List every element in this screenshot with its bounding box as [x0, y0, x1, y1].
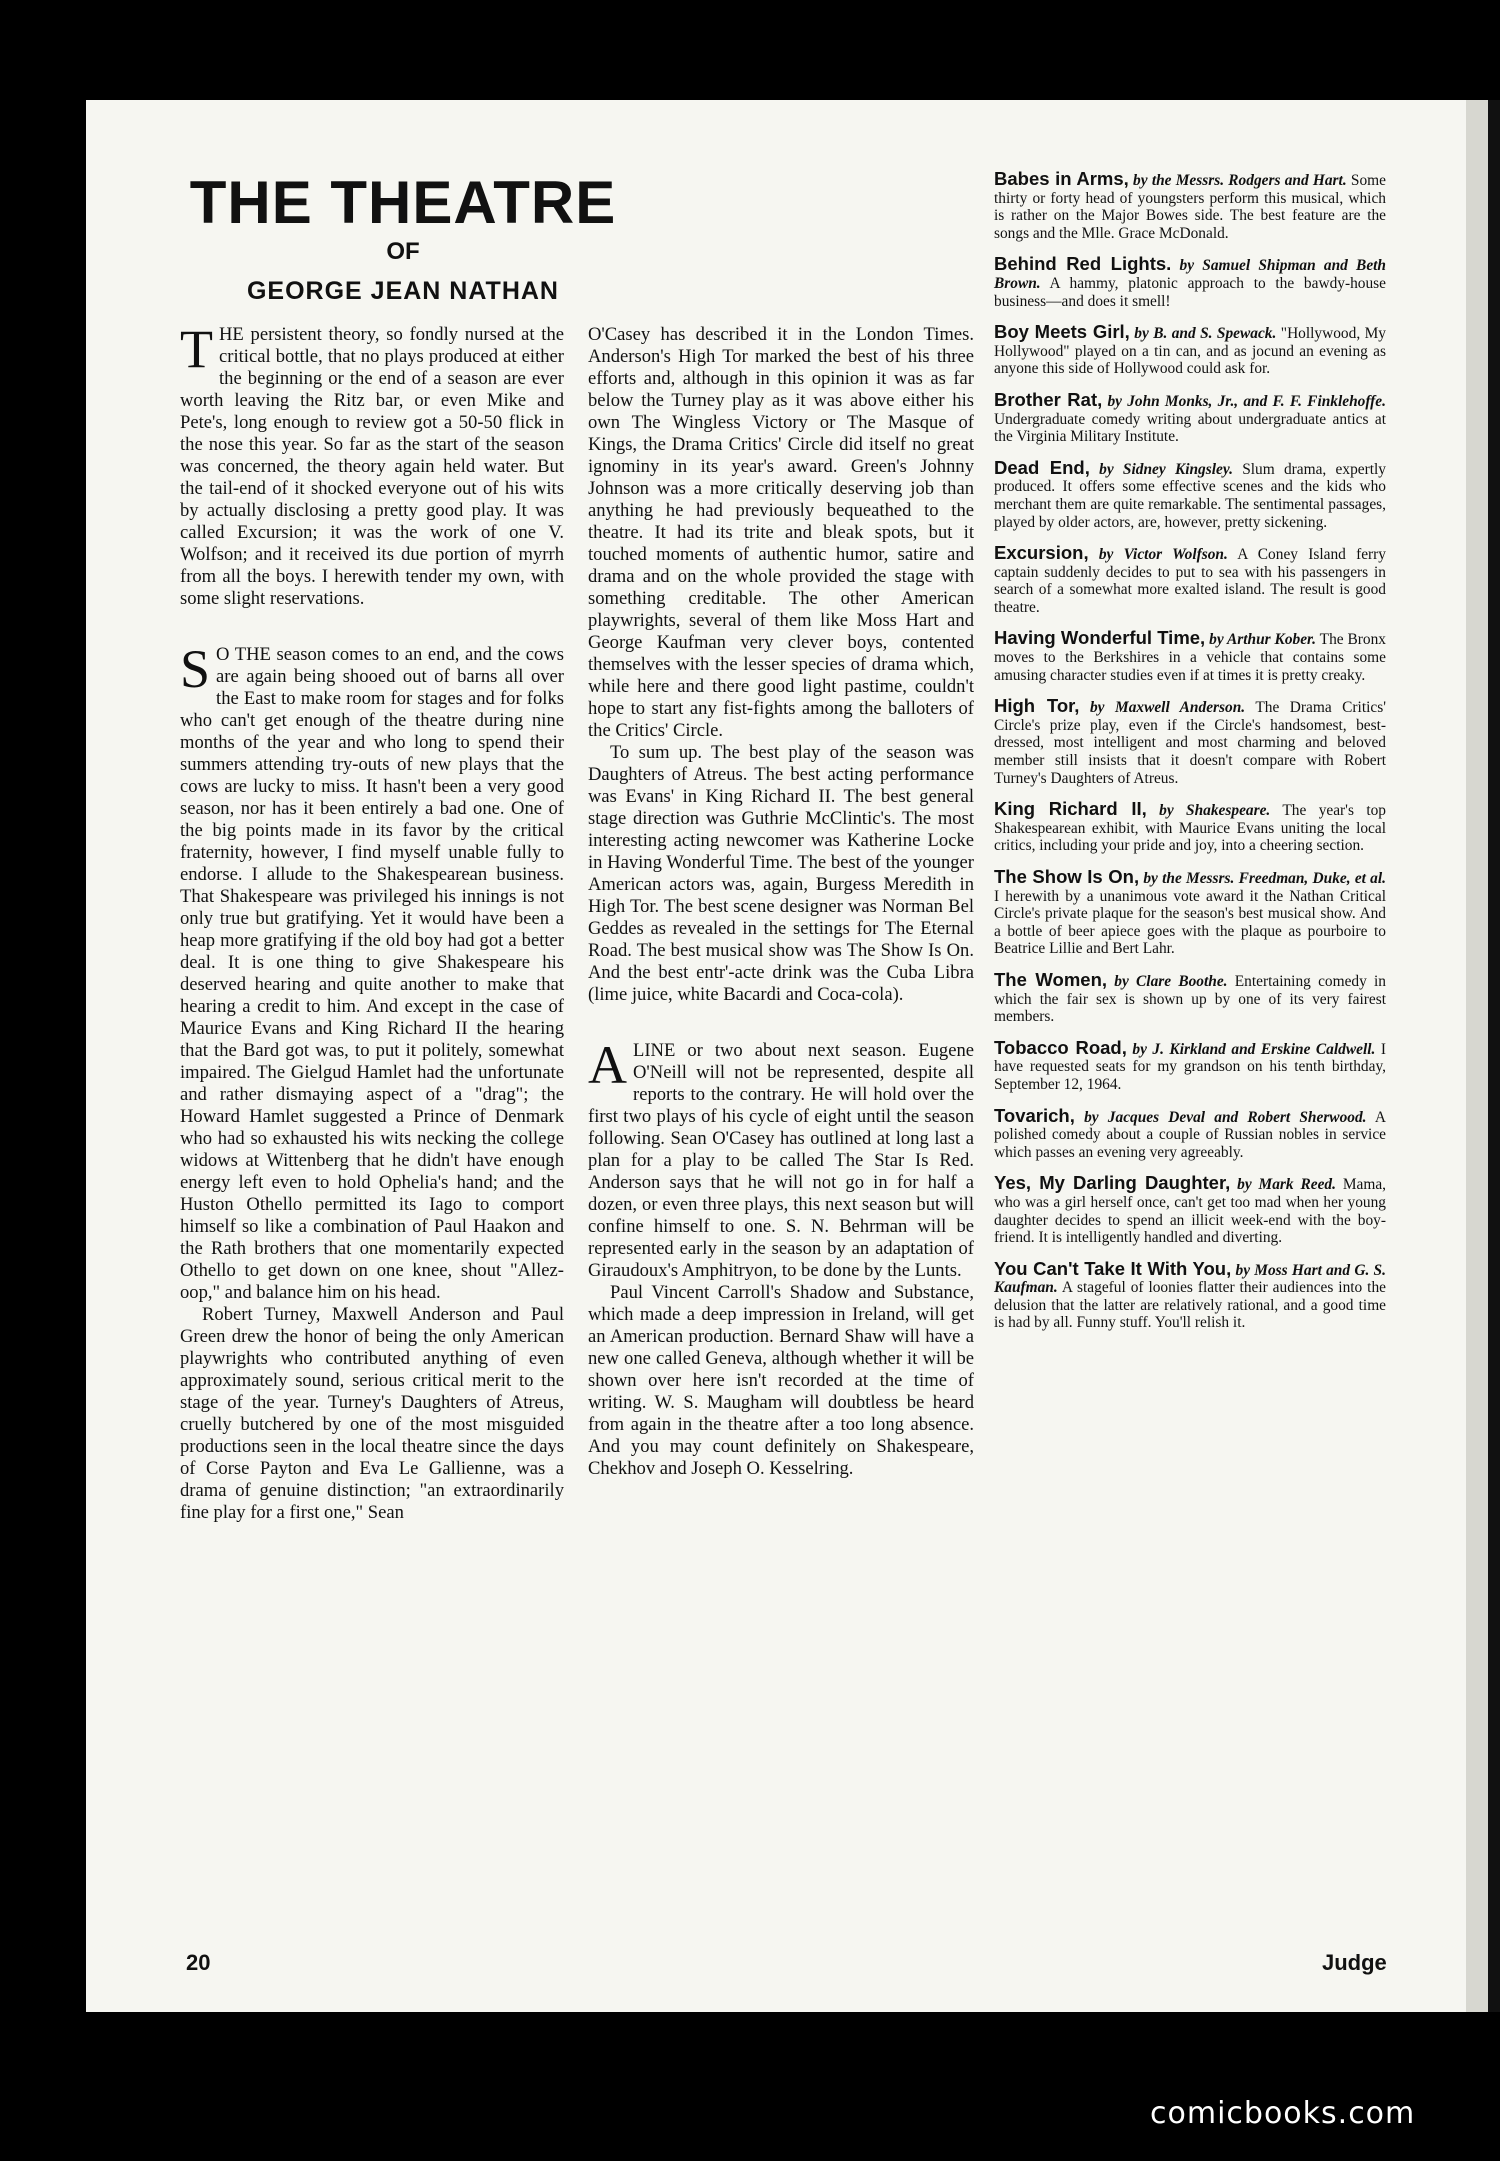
- review-entry: [994, 697, 1386, 787]
- review-credit: by Clare Boothe.: [1114, 972, 1228, 990]
- article-byline: GEORGE JEAN NATHAN: [246, 277, 559, 305]
- review-text: Undergraduate comedy writing about undergraduate antics at the Virginia Military Institute.: [994, 410, 1386, 446]
- paragraph-text: LINE or two about next season. Eugene O'Neill will not be represented, despite all reports to the contrary. He will hold over the first two plays of his cycle of eight until the season following. Sean O'Casey has outlined at long last a plan for a play to be called The Star Is Red. Anderson says that he will not go in for half a dozen, or even three plays, this next season but will confine himself to one. S. N. Behrman will be represented early in the season by an adaptation of Giraudoux's Amphitryon, to be done by the Lunts.: [588, 1040, 974, 1281]
- review-text: "Hollywood, My Hollywood" played on a tin can, and as jocund an evening as anyone this side of Hollywood could ask for.: [994, 325, 1386, 378]
- review-text: A polished comedy about a couple of Russian nobles in service which passes an evening very agreeably.: [994, 1108, 1386, 1161]
- review-credit: by Shakespeare.: [1159, 802, 1271, 820]
- review-entry: [994, 1174, 1386, 1246]
- article-of: OF: [386, 238, 420, 265]
- review-entry: [994, 629, 1386, 684]
- review-entry: [994, 1257, 1386, 1332]
- binding-edge: [1488, 100, 1500, 2012]
- reviews-column: [994, 170, 1386, 1345]
- review-text: A Coney Island ferry captain suddenly decides to put to sea with his passengers in search of a somewhat more exalted island. The result is good theatre.: [994, 546, 1386, 616]
- review-text: I herewith by a unanimous vote award it the Nathan Critical Circle's private plaque for the season's best musical show. And a bottle of beer apiece goes with the plaque as pourboire to Beatrice Lillie and Bert Lahr.: [994, 887, 1386, 958]
- paragraph: [588, 324, 974, 742]
- review-entry: [994, 968, 1387, 1026]
- review-title: Having Wonderful Time,: [994, 627, 1206, 649]
- review-entry: [994, 388, 1386, 446]
- review-text: The year's top Shakespearean exhibit, with Maurice Evans uniting the local critics, including your pride and joy, into a cheering section.: [994, 802, 1386, 855]
- review-text: A stageful of loonies flatter their audiences into the delusion that the latter are relatively rational, and a good time is had by all. Funny stuff. You'll relish it.: [994, 1279, 1386, 1332]
- review-title: Tobacco Road,: [994, 1036, 1127, 1058]
- review-credit: by Sidney Kingsley.: [1099, 460, 1233, 478]
- paragraph: [180, 319, 564, 610]
- review-title: Excursion,: [994, 542, 1089, 564]
- paragraph: [180, 639, 564, 1304]
- review-title: The Women,: [994, 968, 1108, 990]
- review-entry: [994, 800, 1386, 855]
- review-title: Dead End,: [994, 456, 1090, 478]
- review-credit: by B. and S. Spewack.: [1134, 325, 1277, 343]
- paragraph-text: O'Casey has described it in the London Times. Anderson's High Tor marked the best of his three efforts and, although in this opinion it was as far below the Turney play as it was above either his own The Wingless Victory or The Masque of Kings, the Drama Critics' Circle did itself no great ignominy in its year's award. Green's Johnny Johnson was a more critically deserving job than anything he had previously bequeathed to the theatre. It had its trite and bleak spots, but it touched moments of authentic humor, satire and drama and on the whole provided the stage with something creditable. The other American playwrights, several of them like Moss Hart and George Kaufman very clever boys, contented themselves with the lesser species of drama which, while here and there good light pastime, couldn't hope to start any fist-fights among the balloters of the Critics' Circle.: [588, 324, 974, 741]
- review-credit: by Jacques Deval and Robert Sherwood.: [1084, 1108, 1367, 1126]
- review-text: Some thirty or forty head of youngsters perform this musical, which is rather on the Major Bowes side. The best feature are the songs and the Mlle. Grace McDonald.: [994, 172, 1386, 242]
- drop-cap: S: [180, 639, 211, 699]
- review-entry: [994, 323, 1386, 378]
- drop-cap: T: [180, 319, 213, 379]
- review-credit: by Mark Reed.: [1237, 1176, 1336, 1194]
- text-column-2: [588, 324, 974, 1480]
- review-entry: [994, 868, 1386, 958]
- review-entry: [994, 544, 1386, 616]
- review-text: I have requested seats for my grandson on his tenth birthday, September 12, 1964.: [994, 1040, 1386, 1093]
- review-title: High Tor,: [994, 695, 1080, 717]
- review-title: You Can't Take It With You,: [994, 1257, 1232, 1279]
- review-credit: by Arthur Kober.: [1209, 631, 1317, 649]
- review-text: Entertaining comedy in which the fair sex is shown up by one of its very fairest members.: [994, 972, 1387, 1026]
- review-credit: by J. Kirkland and Erskine Caldwell.: [1132, 1040, 1376, 1058]
- site-watermark: comicbooks.com: [1150, 2096, 1416, 2131]
- review-entry: [994, 255, 1386, 310]
- review-title: Tovarich,: [994, 1104, 1075, 1126]
- review-title: Brother Rat,: [994, 388, 1103, 410]
- magazine-name: Judge: [1322, 1950, 1387, 1975]
- drop-cap: A: [588, 1035, 627, 1095]
- paragraph: [588, 1282, 974, 1480]
- review-text: A hammy, platonic approach to the bawdy-house business—and does it smell!: [994, 274, 1386, 310]
- review-entry: [994, 456, 1386, 531]
- review-credit: by Victor Wolfson.: [1098, 546, 1228, 564]
- review-title: King Richard II,: [994, 798, 1147, 820]
- review-title: Boy Meets Girl,: [994, 321, 1130, 343]
- review-title: Babes in Arms,: [994, 168, 1129, 189]
- review-text: Mama, who was a girl herself once, can't get too mad when her young daughter decides to spend an illicit week-end with the boy-friend. It is intelligently handled and diverting.: [994, 1176, 1386, 1247]
- paragraph-text: O THE season comes to an end, and the cows are again being shooed out of barns all over the East to make room for stages and for folks who can't get enough of the theatre during nine months of the year and who long to spend their summers attending try-outs of new plays that the cows are lucky to miss. It hasn't been a very good season, nor has it been entirely a bad one. One of the big points made in its favor by the critical fraternity, however, I find myself unable fully to endorse. I allude to the Shakespearean business. That Shakespeare was privileged his innings is not only true but gratifying. Yet it would have been a heap more gratifying if the old boy had got a better deal. It is one thing to give Shakespeare his deserved hearing and quite another to make that hearing a credit to him. And except in the case of Maurice Evans and King Richard II the hearing that the Bard got was, to put it politely, somewhat impaired. The Gielgud Hamlet had the unfortunate and rather dismaying aspect of a "drag"; the Howard Hamlet suggested a Prince of Denmark who had so exhausted his wits necking the college widows at Wittenberg that he didn't have enough energy left even to hold Ophelia's hand; and the Huston Othello permitted its Iago to comport himself so like a combination of Paul Haakon and the Rath brothers that one momentarily expected Othello to get down on one knee, shout "Allez-oop," and balance him on his head.: [180, 644, 564, 1303]
- review-credit: by the Messrs. Rodgers and Hart.: [1133, 172, 1347, 189]
- article-title: THE THEATRE: [189, 169, 617, 236]
- paragraph: [588, 742, 974, 1006]
- review-title: Yes, My Darling Daughter,: [994, 1172, 1231, 1194]
- review-text: Slum drama, expertly produced. It offers some effective scenes and the kids who merchant them are quite remarkable. The sentimental passages, played by older actors, are, however, pretty sickening.: [994, 460, 1386, 531]
- review-entry: [994, 1104, 1386, 1162]
- paragraph: [180, 1304, 564, 1524]
- review-text: The Drama Critics' Circle's prize play, even if the Circle's handsomest, best-dressed, most intelligent and most charming and beloved member still insists that it doesn't compare with Robert Turney's Daughters of Atreus.: [994, 699, 1386, 787]
- review-entry: [994, 170, 1386, 242]
- review-title: The Show Is On,: [994, 866, 1140, 887]
- page-binding: [1466, 100, 1488, 2012]
- review-credit: by Samuel Shipman and Beth Brown.: [994, 257, 1386, 292]
- review-credit: by the Messrs. Freedman, Duke, et al.: [1143, 870, 1386, 887]
- review-credit: by John Monks, Jr., and F. F. Finklehoffe.: [1107, 392, 1386, 410]
- paragraph-text: Robert Turney, Maxwell Anderson and Paul Green drew the honor of being the only American playwrights who contributed anything of even approximately sound, serious critical merit to the stage of the year. Turney's Daughters of Atreus, cruelly butchered by one of the most misguided productions seen in the local theatre since the days of Corse Payton and Eva Le Gallienne, was a drama of genuine distinction; "an extraordinarily fine play for a first one," Sean: [180, 1304, 564, 1523]
- paragraph-text: Paul Vincent Carroll's Shadow and Substance, which made a deep impression in Ireland, will get an American production. Bernard Shaw will have a new one called Geneva, although whether it will be shown over here isn't recorded at the time of writing. W. S. Maugham will doubtless be heard from again in the theatre after a too long absence. And you may count definitely on Shakespeare, Chekhov and Joseph O. Kesselring.: [588, 1282, 974, 1479]
- paragraph-text: To sum up. The best play of the season was Daughters of Atreus. The best acting performance was Evans' in King Richard II. The best general stage direction was Guthrie McClintic's. The most interesting acting newcomer was Katherine Locke in Having Wonderful Time. The best of the younger American actors was, again, Burgess Meredith in High Tor. The best scene designer was Norman Bel Geddes as revealed in the settings for The Eternal Road. The best musical show was The Show Is On. And the best entr'-acte drink was the Cuba Libra (lime juice, white Bacardi and Coca-cola).: [588, 742, 974, 1005]
- review-entry: [994, 1036, 1386, 1094]
- paragraph-text: HE persistent theory, so fondly nursed at the critical bottle, that no plays produced at either the beginning or the end of a season are ever worth leaving the Ritz bar, or even Mike and Pete's, long enough to review got a 50-50 flick in the nose this year. So far as the start of the season was concerned, the theory again held water. But the tail-end of it shocked everyone out of his wits by actually disclosing a pretty good play. It was called Excursion; it was the work of one V. Wolfson; and it received its due portion of myrrh from all the boys. I herewith tender my own, with some slight reservations.: [180, 324, 564, 609]
- page-number: 20: [186, 1950, 211, 1975]
- text-column-1: [180, 319, 564, 1524]
- review-credit: by Moss Hart and G. S. Kaufman.: [994, 1261, 1386, 1297]
- review-credit: by Maxwell Anderson.: [1089, 699, 1246, 717]
- review-title: Behind Red Lights.: [994, 253, 1172, 275]
- review-text: The Bronx moves to the Berkshires in a vehicle that contains some amusing character studies even if at times it is pretty creaky.: [994, 631, 1386, 684]
- paragraph: [588, 1035, 974, 1282]
